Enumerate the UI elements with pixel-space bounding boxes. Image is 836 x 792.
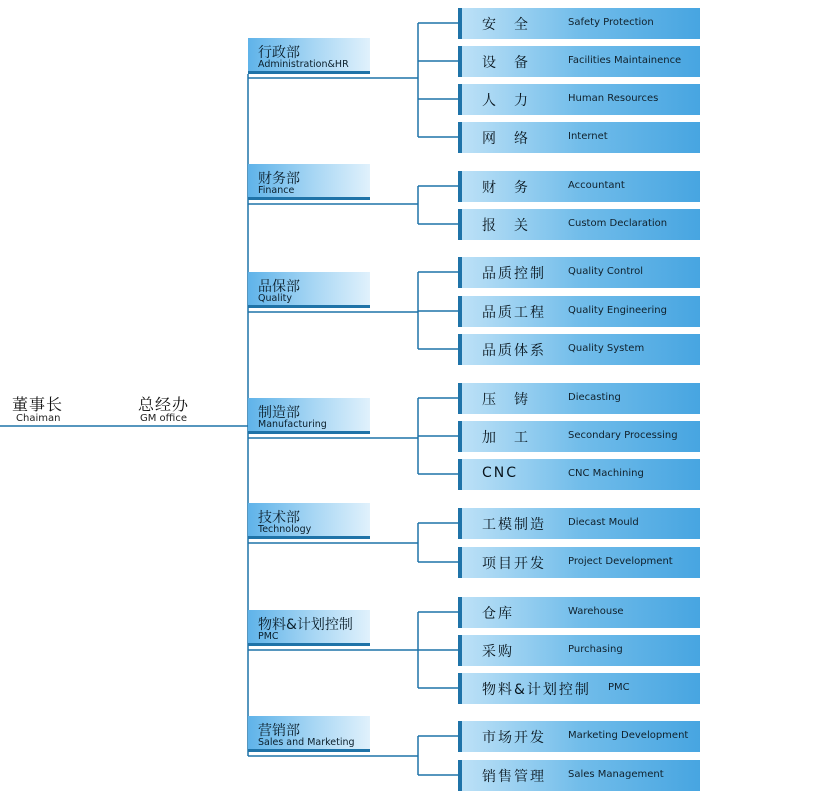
dept-box xyxy=(248,503,370,539)
function-box xyxy=(458,209,700,240)
function-box xyxy=(458,597,700,628)
function-name-zh: 品质工程 xyxy=(482,305,546,321)
function-name-zh: 品质体系 xyxy=(482,343,546,359)
function-name-zh: 销售管理 xyxy=(482,769,546,785)
function-name-zh: 市场开发 xyxy=(482,730,546,746)
dept-name-en: Quality xyxy=(258,293,292,304)
function-name-en: Facilities Maintainence xyxy=(568,55,682,66)
function-name-zh: 财 务 xyxy=(482,180,530,196)
dept-name-en: Sales and Marketing xyxy=(258,737,355,748)
function-name-en: Human Resources xyxy=(568,93,659,104)
function-box xyxy=(458,257,700,288)
function-box xyxy=(458,459,700,490)
function-name-en: Project Development xyxy=(568,556,673,567)
chairman-title: 董事长 xyxy=(12,395,64,414)
function-name-en: Quality Control xyxy=(568,266,644,277)
function-name-en: Sales Management xyxy=(568,769,664,780)
function-name-zh: 压 铸 xyxy=(482,392,530,408)
function-name-en: Diecasting xyxy=(568,392,621,403)
function-name-en: Diecast Mould xyxy=(568,517,639,528)
function-box xyxy=(458,383,700,414)
function-name-zh: 设 备 xyxy=(482,55,530,71)
function-box xyxy=(458,421,700,452)
function-name-en: Internet xyxy=(568,131,608,142)
function-name-zh: 物料&计划控制 xyxy=(482,682,591,698)
function-name-en: Custom Declaration xyxy=(568,218,668,229)
function-box xyxy=(458,673,700,704)
chairman-subtitle: Chaiman xyxy=(16,413,61,424)
function-box xyxy=(458,122,700,153)
function-name-zh: 报 关 xyxy=(482,218,530,234)
dept-name-zh: 技术部 xyxy=(258,510,300,526)
function-name-zh: 品质控制 xyxy=(482,266,546,282)
function-box xyxy=(458,547,700,578)
function-box xyxy=(458,635,700,666)
function-name-en: Quality Engineering xyxy=(568,305,667,316)
dept-box xyxy=(248,38,370,74)
function-name-en: Marketing Development xyxy=(568,730,689,741)
function-box xyxy=(458,296,700,327)
dept-name-zh: 物料&计划控制 xyxy=(258,617,353,633)
dept-name-en: Technology xyxy=(258,524,312,535)
function-name-en: Accountant xyxy=(568,180,625,191)
dept-name-zh: 财务部 xyxy=(258,171,300,187)
function-name-zh: CNC xyxy=(482,465,519,481)
function-box xyxy=(458,8,700,39)
function-box xyxy=(458,760,700,791)
function-box xyxy=(458,46,700,77)
function-name-zh: 工模制造 xyxy=(482,517,546,533)
dept-name-zh: 营销部 xyxy=(258,723,300,739)
function-name-zh: 网 络 xyxy=(482,131,530,147)
function-name-en: Safety Protection xyxy=(568,17,654,28)
dept-name-en: Finance xyxy=(258,185,295,196)
dept-name-en: PMC xyxy=(258,631,279,642)
function-box xyxy=(458,171,700,202)
dept-name-zh: 行政部 xyxy=(258,45,300,61)
dept-name-en: Manufacturing xyxy=(258,419,327,430)
function-box xyxy=(458,334,700,365)
dept-box xyxy=(248,716,370,752)
dept-name-en: Administration&HR xyxy=(258,59,349,70)
gm-title: 总经办 xyxy=(138,395,190,414)
function-name-zh: 安 全 xyxy=(482,17,530,33)
dept-name-zh: 制造部 xyxy=(258,405,300,421)
function-name-zh: 仓库 xyxy=(482,606,514,622)
gm-subtitle: GM office xyxy=(140,413,187,424)
function-box xyxy=(458,721,700,752)
function-name-zh: 采购 xyxy=(482,644,514,660)
function-name-en: CNC Machining xyxy=(568,468,644,479)
dept-box xyxy=(248,164,370,200)
function-name-zh: 人 力 xyxy=(482,93,530,109)
function-name-en: Secondary Processing xyxy=(568,430,678,441)
function-name-en: Quality System xyxy=(568,343,645,354)
function-box xyxy=(458,508,700,539)
function-name-zh: 项目开发 xyxy=(482,556,546,572)
dept-box xyxy=(248,398,370,434)
function-name-en: Warehouse xyxy=(568,606,624,617)
dept-box xyxy=(248,272,370,308)
function-name-en: Purchasing xyxy=(568,644,623,655)
function-name-en: PMC xyxy=(608,682,630,693)
function-name-zh: 加 工 xyxy=(482,430,530,446)
function-box xyxy=(458,84,700,115)
dept-name-zh: 品保部 xyxy=(258,279,300,295)
dept-box xyxy=(248,610,370,646)
